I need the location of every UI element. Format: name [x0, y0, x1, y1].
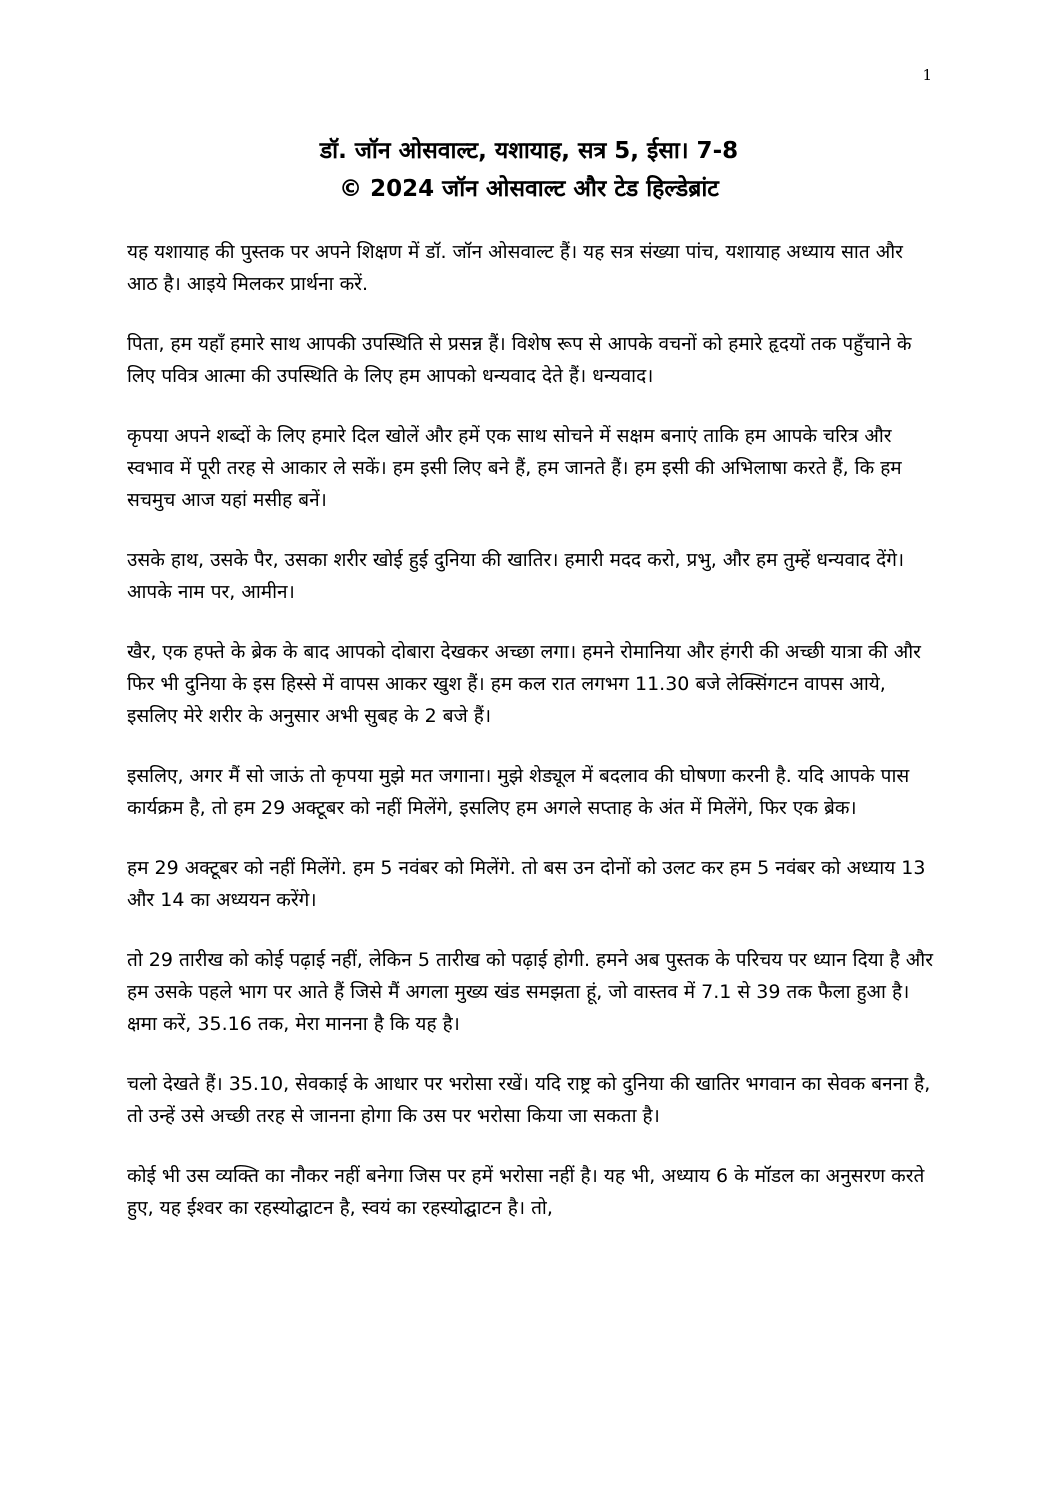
- paragraph: खैर, एक हफ्ते के ब्रेक के बाद आपको दोबारा देखकर अच्छा लगा। हमने रोमानिया और हंगरी की अच्छी यात्रा की और फिर भी दुनिया के इस हिस्से में वापस आकर खुश हैं। हम कल रात लगभग 11.30 बजे लेक्सिंगटन वापस आये, इसलिए मेरे शरीर के अनुसार अभी सुबह के 2 बजे हैं।: [127, 641, 921, 727]
- paragraph: कृपया अपने शब्दों के लिए हमारे दिल खोलें और हमें एक साथ सोचने में सक्षम बनाएं ताकि हम आपके चरित्र और स्वभाव में पूरी तरह से आकार ले सकें। हम इसी लिए बने हैं, हम जानते हैं। हम इसी की अभिलाषा करते हैं, कि हम सचमुच आज यहां मसीह बनें।: [127, 425, 902, 511]
- document-title: डॉ. जॉन ओसवाल्ट, यशायाह, सत्र 5, ईसा। 7-8: [319, 138, 739, 164]
- paragraph: कोई भी उस व्यक्ति का नौकर नहीं बनेगा जिस पर हमें भरोसा नहीं है। यह भी, अध्याय 6 के मॉडल का अनुसरण करते हुए, यह ईश्वर का रहस्योद्घाटन है, स्वयं का रहस्योद्घाटन है। तो,: [127, 1165, 925, 1219]
- copyright-line: © 2024 जॉन ओसवाल्ट और टेड हिल्डेब्रांट: [339, 176, 719, 202]
- paragraph: पिता, हम यहाँ हमारे साथ आपकी उपस्थिति से प्रसन्न हैं। विशेष रूप से आपके वचनों को हमारे हृदयों तक पहुँचाने के लिए पवित्र आत्मा की उपस्थिति के लिए हम आपको धन्यवाद देते हैं। धन्यवाद।: [127, 333, 912, 387]
- page-number: 1: [922, 66, 932, 84]
- document-body: [127, 236, 933, 1252]
- document-header: [0, 132, 1058, 208]
- paragraph: यह यशायाह की पुस्तक पर अपने शिक्षण में डॉ. जॉन ओसवाल्ट हैं। यह सत्र संख्या पांच, यशायाह अध्याय सात और आठ है। आइये मिलकर प्रार्थना करें.: [127, 241, 903, 295]
- paragraph: इसलिए, अगर मैं सो जाऊं तो कृपया मुझे मत जगाना। मुझे शेड्यूल में बदलाव की घोषणा करनी है. यदि आपके पास कार्यक्रम है, तो हम 29 अक्टूबर को नहीं मिलेंगे, इसलिए हम अगले सप्ताह के अंत में मिलेंगे, फिर एक ब्रेक।: [127, 765, 910, 819]
- paragraph: चलो देखते हैं। 35.10, सेवकाई के आधार पर भरोसा रखें। यदि राष्ट्र को दुनिया की खातिर भगवान का सेवक बनना है, तो उन्हें उसे अच्छी तरह से जानना होगा कि उस पर भरोसा किया जा सकता है।: [127, 1073, 931, 1127]
- paragraph: उसके हाथ, उसके पैर, उसका शरीर खोई हुई दुनिया की खातिर। हमारी मदद करो, प्रभु, और हम तुम्हें धन्यवाद देंगे। आपके नाम पर, आमीन।: [127, 549, 905, 603]
- paragraph: तो 29 तारीख को कोई पढ़ाई नहीं, लेकिन 5 तारीख को पढ़ाई होगी. हमने अब पुस्तक के परिचय पर ध्यान दिया है और हम उसके पहले भाग पर आते हैं जिसे मैं अगला मुख्य खंड समझता हूं, जो वास्तव में 7.1 से 39 तक फैला हुआ है। क्षमा करें, 35.16 तक, मेरा मानना है कि यह है।: [127, 949, 933, 1035]
- paragraph: हम 29 अक्टूबर को नहीं मिलेंगे. हम 5 नवंबर को मिलेंगे. तो बस उन दोनों को उलट कर हम 5 नवंबर को अध्याय 13 और 14 का अध्ययन करेंगे।: [127, 857, 926, 911]
